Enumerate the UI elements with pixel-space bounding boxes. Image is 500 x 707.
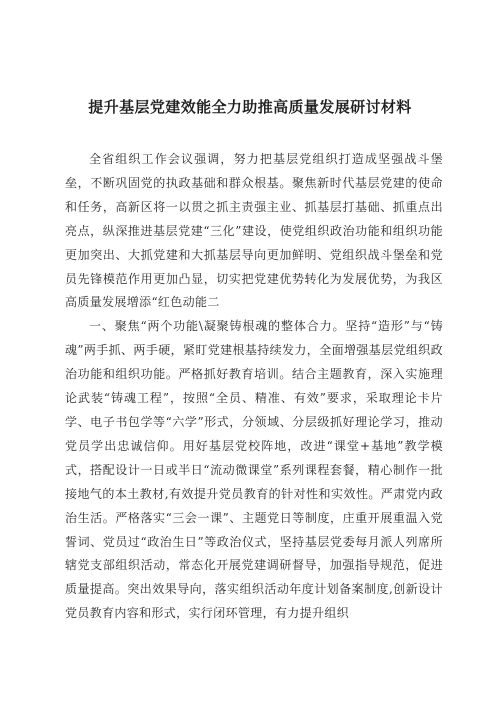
paragraph-intro: 全省组织工作会议强调，努力把基层党组织打造成坚强战斗堡垒，不断巩固党的执政基础和群众根基。聚焦新时代基层党建的使命和任务，高新区将一以贯之抓主责强主业、抓基层打基础、抓重点出亮点，纵深推进基层党建“三化”建设，使党组织政治功能和组织功能更加突出、大抓党建和大抓基层导向更加鲜明、党组织战斗堡垒和党员先锋模范作用更加凸显，切实把党建优势转化为发展优势，为我区高质量发展增添“红色动能二 (65, 152, 443, 310)
paragraph-section-one: 一、聚焦“两个功能\凝聚铸根魂的整体合力。坚持“造形”与“铸魂”两手抓、两手硬，紧盯党建根基持续发力，全面增强基层党组织政治功能和组织功能。严格抓好教育培训。结合主题教育，深入实施理论武装“铸魂工程”，按照“全员、精准、有效”要求，采取理论卡片学、电子书包学等“六学”形式，分领域、分层级抓好理论学习，推动党员学出忠诚信仰。用好基层党校阵地，改进“课堂+基地”教学模式，搭配设计一日或半日“流动微课堂”系列课程套餐，精心制作一批接地气的本土教材,有效提升党员教育的针对性和实效性。严肃党内政治生活。严格落实“三会一课”、主题党日等制度，庄重开展重温入党誓词、党员过“政治生日”等政治仪式，坚持基层党委每月派人列席所辖党支部组织活动，常态化开展党建调研督导，加强指导规范，促进质量提高。突出效果导向，落实组织活动年度计划备案制度,创新设计党员教育内容和形式，实行闭环管理，有力提升组织 (65, 319, 443, 621)
document-title: 提升基层党建效能全力助推高质量发展研讨材料 (88, 98, 412, 116)
document-body (65, 148, 443, 626)
